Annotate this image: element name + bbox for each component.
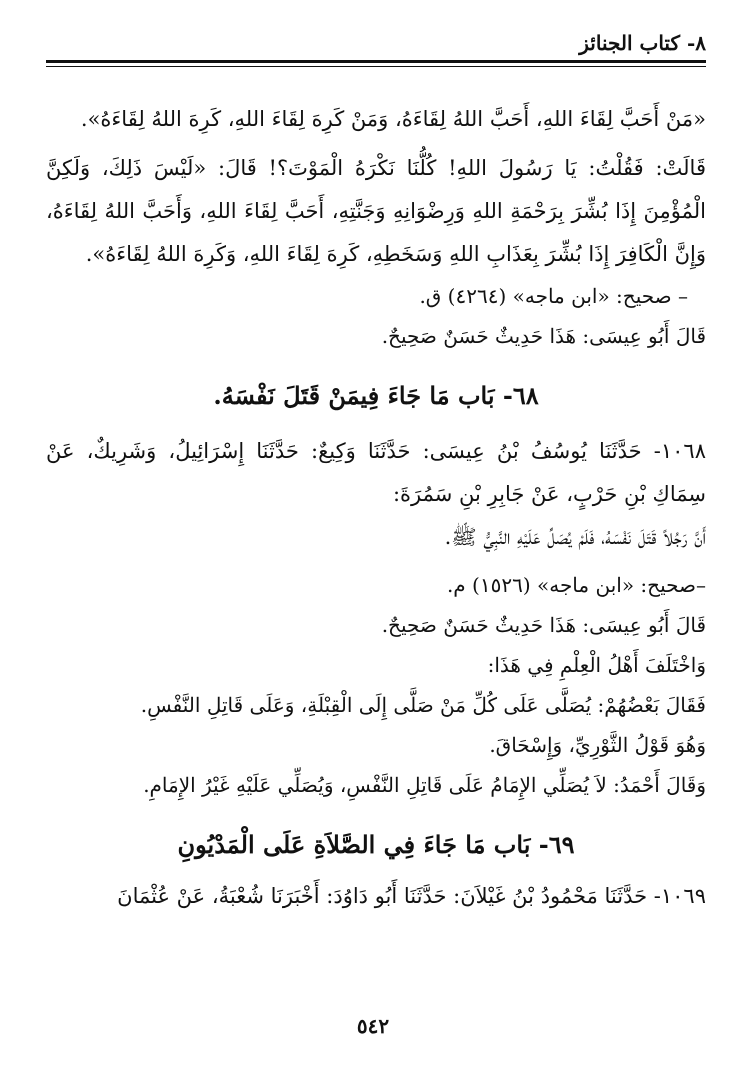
abu-isa-comment: قَالَ أَبُو عِيسَى: هَذَا حَدِيثٌ حَسَنٌ صَحِيحٌ. [381,324,706,348]
scholars-comment: وَاخْتَلَفَ أَهْلُ الْعِلْمِ فِي هَذَا: [487,653,706,677]
hadith-isnad: ١٠٦٨- حَدَّثَنَا يُوسُفُ بْنُ عِيسَى: حَدَّثَنَا وَكِيعٌ: حَدَّثَنَا إِسْرَائِيلُ، وَشَرِيكٌ، عَنْ سِمَاكِ بْنِ حَرْبٍ، عَنْ جَابِرِ بْنِ سَمُرَةَ: [46,439,706,506]
page-number: ٥٤٢ [356,1014,390,1038]
scholars-comment: وَهُوَ قَوْلُ الثَّوْرِيِّ، وَإِسْحَاقَ. [489,733,706,757]
grading-note: – صحيح: «ابن ماجه» (٤٢٦٤) ق. [419,284,688,308]
page-body [46,98,706,918]
hadith-isnad: ١٠٦٩- حَدَّثَنَا مَحْمُودُ بْنُ غَيْلاَنَ: حَدَّثَنَا أَبُو دَاوُدَ: أَخْبَرَنَا شُعْبَةُ، عَنْ عُثْمَانَ [117,884,706,908]
chapter-heading: ٦٩- بَاب مَا جَاءَ فِي الصَّلاَةِ عَلَى الْمَدْيُونِ [177,830,575,859]
hadith-quote: «مَنْ أَحَبَّ لِقَاءَ اللهِ، أَحَبَّ اللهُ لِقَاءَهُ، وَمَنْ كَرِهَ لِقَاءَ اللهِ، كَرِهَ اللهُ لِقَاءَهُ». [80,107,706,131]
scholars-comment: فَقَالَ بَعْضُهُمْ: يُصَلَّى عَلَى كُلِّ مَنْ صَلَّى إِلَى الْقِبْلَةِ، وَعَلَى قَاتِلِ النَّفْسِ. [140,693,706,717]
header-rule-thick [46,60,706,63]
hadith-continuation: قَالَتْ: فَقُلْتُ: يَا رَسُولَ اللهِ! كُلُّنَا نَكْرَهُ الْمَوْتَ؟! قَالَ: «لَيْسَ ذَلِكَ، وَلَكِنَّ الْمُؤْمِنَ إِذَا بُشِّرَ بِرَحْمَةِ اللهِ وَرِضْوَانِهِ وَجَنَّتِهِ، أَحَبَّ لِقَاءَ اللهِ، وَأَحَبَّ اللهُ لِقَاءَهُ، وَإِنَّ الْكَافِرَ إِذَا بُشِّرَ بِعَذَابِ اللهِ وَسَخَطِهِ، كَرِهَ لِقَاءَ اللهِ، وَكَرِهَ اللهُ لِقَاءَهُ». [46,156,706,266]
header-rule-thin [46,66,706,67]
chapter-title: ٨- كتاب الجنائز [579,31,706,55]
grading-note: –صحيح: «ابن ماجه» (١٥٢٦) م. [446,573,706,597]
abu-isa-comment: قَالَ أَبُو عِيسَى: هَذَا حَدِيثٌ حَسَنٌ صَحِيحٌ. [381,613,706,637]
chapter-heading: ٦٨- بَاب مَا جَاءَ فِيمَنْ قَتَلَ نَفْسَهُ. [213,381,539,410]
scholars-comment: وَقَالَ أَحْمَدُ: لاَ يُصَلِّي الإِمَامُ عَلَى قَاتِلِ النَّفْسِ، وَيُصَلِّي عَلَيْهِ غَيْرُ الإِمَامِ. [143,773,706,797]
hadith-matn: أَنَّ رَجُلاً قَتَلَ نَفْسَهُ، فَلَمْ يُصَلِّ عَلَيْهِ النَّبِيُّ ﷺ. [444,525,706,549]
page-header [46,28,706,58]
